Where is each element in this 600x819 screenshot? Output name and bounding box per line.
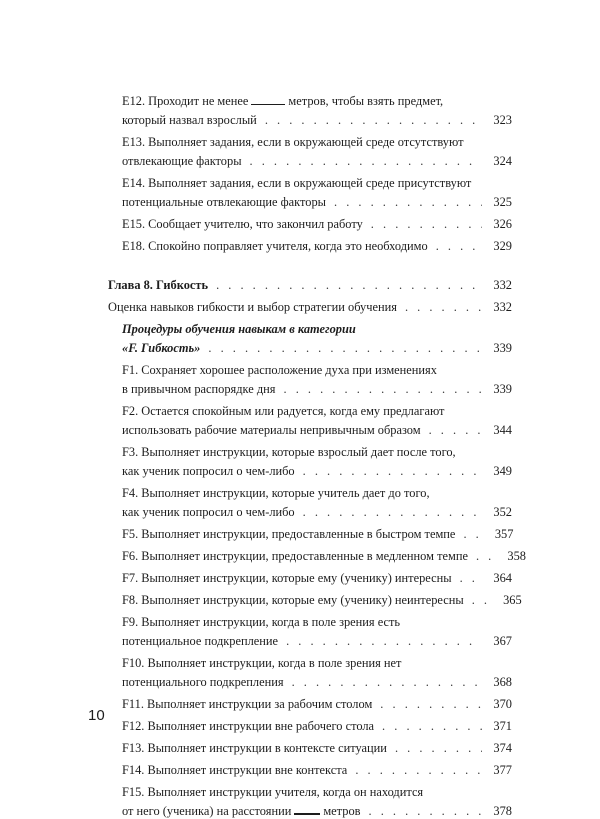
toc-entry-e13-line1 bbox=[0, 134, 600, 150]
leader-dots bbox=[355, 762, 482, 778]
toc-page-number: 367 bbox=[493, 634, 512, 648]
toc-page-number: 371 bbox=[493, 719, 512, 733]
toc-text: в привычном распорядке дня bbox=[122, 382, 276, 396]
toc-text: E18. Спокойно поправляет учителя, когда это необходимо bbox=[122, 239, 428, 253]
leader-dots bbox=[216, 277, 482, 293]
toc-text: F9. Выполняет инструкции, когда в поле зрения есть bbox=[122, 615, 401, 629]
toc-entry-f1[interactable] bbox=[0, 381, 512, 397]
toc-entry-f13[interactable] bbox=[0, 740, 512, 756]
toc-text: Оценка навыков гибкости и выбор стратегии обучения bbox=[108, 300, 397, 314]
toc-text: F5. Выполняет инструкции, предоставленные в быстром темпе bbox=[122, 527, 456, 541]
toc-page-number: 339 bbox=[493, 341, 512, 355]
toc-text: как ученик попросил о чем-либо bbox=[122, 464, 295, 478]
leader-dots bbox=[371, 216, 482, 232]
page-number: 10 bbox=[88, 707, 105, 724]
toc-text: метров, чтобы взять предмет, bbox=[288, 94, 444, 108]
toc-entry-f1-line1 bbox=[0, 362, 600, 378]
leader-dots bbox=[460, 570, 482, 586]
toc-entry-f15[interactable] bbox=[0, 803, 512, 819]
leader-dots bbox=[382, 718, 482, 734]
toc-page-number: 324 bbox=[493, 154, 512, 168]
leader-dots bbox=[303, 504, 482, 520]
leader-dots bbox=[208, 340, 482, 356]
toc-entry-f7[interactable] bbox=[0, 570, 512, 586]
section-subheading: Процедуры обучения навыкам в категории bbox=[122, 322, 356, 336]
toc-entry-f8[interactable] bbox=[0, 592, 522, 608]
toc-page-number: 344 bbox=[493, 423, 512, 437]
leader-dots bbox=[303, 463, 482, 479]
toc-entry-e15[interactable] bbox=[0, 216, 512, 232]
toc-text: E15. Сообщает учителю, что закончил работу bbox=[122, 217, 363, 231]
leader-dots bbox=[369, 803, 483, 819]
toc-text: F2. Остается спокойным или радуется, когда ему предлагают bbox=[122, 404, 445, 418]
toc-text: потенциальное подкрепление bbox=[122, 634, 279, 648]
toc-text: потенциального подкрепления bbox=[122, 675, 284, 689]
toc-text: F6. Выполняет инструкции, предоставленные в медленном темпе bbox=[122, 549, 468, 563]
toc-text: как ученик попросил о чем-либо bbox=[122, 505, 295, 519]
toc-text: F3. Выполняет инструкции, которые взрослый дает после того, bbox=[122, 445, 456, 459]
leader-dots bbox=[250, 153, 482, 169]
fill-in-blank bbox=[251, 94, 285, 105]
leader-dots bbox=[265, 112, 482, 128]
toc-page-number: 357 bbox=[494, 527, 514, 541]
toc-page-number: 352 bbox=[493, 505, 512, 519]
toc-entry-e12[interactable] bbox=[0, 112, 512, 128]
leader-dots bbox=[476, 548, 496, 564]
toc-entry-f2[interactable] bbox=[0, 422, 512, 438]
toc-entry-f3-line1 bbox=[0, 444, 600, 460]
leader-dots bbox=[284, 381, 482, 397]
toc-text: отвлекающие факторы bbox=[122, 154, 242, 168]
toc-page-number: 378 bbox=[493, 804, 512, 818]
toc-entry-f9-line1 bbox=[0, 614, 600, 630]
chapter-title: Глава 8. Гибкость bbox=[108, 278, 209, 292]
toc-text: E13. Выполняет задания, если в окружающей среде отсутствуют bbox=[122, 135, 464, 149]
leader-dots bbox=[472, 592, 492, 608]
toc-page-number: 325 bbox=[493, 195, 512, 209]
toc-entry-e13[interactable] bbox=[0, 153, 512, 169]
toc-text: F8. Выполняет инструкции, которые ему (ученику) неинтересны bbox=[122, 593, 464, 607]
toc-text: от него (ученика) на расстоянии bbox=[122, 804, 292, 818]
toc-text: F15. Выполняет инструкции учителя, когда он находится bbox=[122, 785, 424, 799]
toc-page-number: 370 bbox=[493, 697, 512, 711]
toc-text: E12. Проходит не менее bbox=[122, 94, 249, 108]
toc-page-number: 332 bbox=[493, 278, 512, 292]
toc-text: F10. Выполняет инструкции, когда в поле зрения нет bbox=[122, 656, 402, 670]
toc-entry-f4-line1 bbox=[0, 485, 600, 501]
toc-page-number: 329 bbox=[493, 239, 512, 253]
toc-text: F1. Сохраняет хорошее расположение духа при изменениях bbox=[122, 363, 437, 377]
toc-entry-f10-line1 bbox=[0, 655, 600, 671]
toc-entry-f10[interactable] bbox=[0, 674, 512, 690]
toc-entry-f4[interactable] bbox=[0, 504, 512, 520]
toc-chapter-8[interactable] bbox=[0, 277, 512, 293]
leader-dots bbox=[292, 674, 482, 690]
leader-dots bbox=[405, 299, 482, 315]
fill-in-blank bbox=[294, 803, 320, 815]
leader-dots bbox=[286, 633, 482, 649]
toc-entry-e18[interactable] bbox=[0, 238, 512, 254]
toc-entry-f3[interactable] bbox=[0, 463, 512, 479]
toc-text: F13. Выполняет инструкции в контексте ситуации bbox=[122, 741, 387, 755]
leader-dots bbox=[334, 194, 482, 210]
toc-text: метров bbox=[323, 804, 361, 818]
toc-page-number: 365 bbox=[503, 593, 522, 607]
leader-dots bbox=[380, 696, 482, 712]
toc-entry-f14[interactable] bbox=[0, 762, 512, 778]
toc-text: F4. Выполняет инструкции, которые учитель дает до того, bbox=[122, 486, 430, 500]
toc-page-number: 323 bbox=[493, 113, 512, 127]
toc-page-number: 377 bbox=[493, 763, 512, 777]
toc-entry-f9[interactable] bbox=[0, 633, 512, 649]
toc-page-number: 364 bbox=[493, 571, 512, 585]
toc-page-number: 339 bbox=[493, 382, 512, 396]
toc-subhead-line1 bbox=[0, 321, 600, 337]
toc-page-number: 368 bbox=[493, 675, 512, 689]
toc-entry-e14-line1 bbox=[0, 175, 600, 191]
toc-entry-assessment[interactable] bbox=[0, 299, 512, 315]
toc-entry-e12-line1 bbox=[0, 93, 600, 109]
toc-text: E14. Выполняет задания, если в окружающей среде присутствуют bbox=[122, 176, 472, 190]
toc-text: F11. Выполняет инструкции за рабочим столом bbox=[122, 697, 373, 711]
toc-text: потенциальные отвлекающие факторы bbox=[122, 195, 326, 209]
toc-page-number: 349 bbox=[493, 464, 512, 478]
toc-entry-f6[interactable] bbox=[0, 548, 526, 564]
toc-entry-f12[interactable] bbox=[0, 718, 512, 734]
toc-text: использовать рабочие материалы непривычным образом bbox=[122, 423, 421, 437]
toc-entry-f11[interactable] bbox=[0, 696, 512, 712]
toc-entry-f2-line1 bbox=[0, 403, 600, 419]
leader-dots bbox=[463, 526, 483, 542]
toc-page-number: 332 bbox=[493, 300, 512, 314]
toc-page-number: 358 bbox=[507, 549, 526, 563]
toc-text bbox=[122, 803, 361, 819]
leader-dots bbox=[436, 238, 482, 254]
toc-page-number: 374 bbox=[493, 741, 512, 755]
toc-entry-e14[interactable] bbox=[0, 194, 512, 210]
leader-dots bbox=[395, 740, 482, 756]
toc-text: который назвал взрослый bbox=[122, 113, 257, 127]
section-subheading: «F. Гибкость» bbox=[122, 341, 201, 355]
toc-subhead-procedures[interactable] bbox=[0, 340, 512, 356]
toc-text: F7. Выполняет инструкции, которые ему (ученику) интересны bbox=[122, 571, 452, 585]
toc-page-number: 326 bbox=[493, 217, 512, 231]
toc-entry-f5[interactable] bbox=[0, 526, 512, 542]
leader-dots bbox=[429, 422, 482, 438]
toc-text: F12. Выполняет инструкции вне рабочего стола bbox=[122, 719, 375, 733]
toc-text: F14. Выполняет инструкции вне контекста bbox=[122, 763, 348, 777]
toc-entry-f15-line1 bbox=[0, 784, 600, 800]
